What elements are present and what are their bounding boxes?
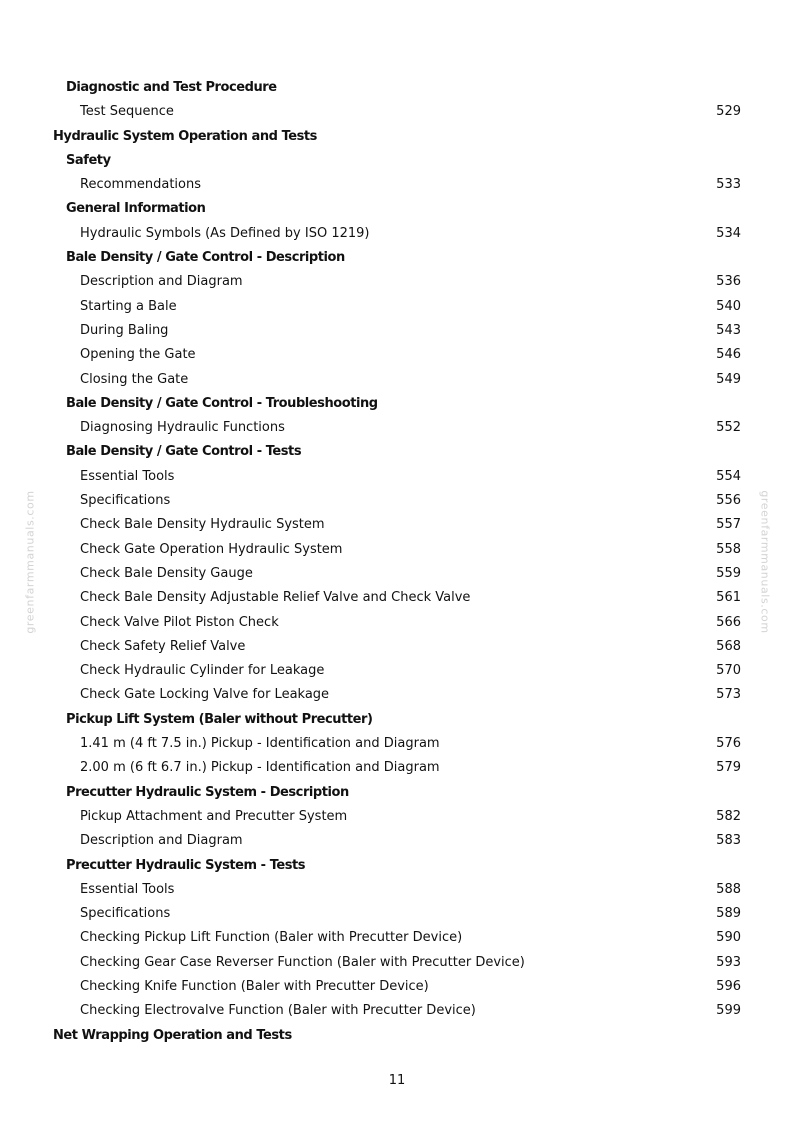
toc-entry-page-number: 566 <box>716 614 741 630</box>
toc-entry-page-number: 540 <box>716 298 741 314</box>
toc-entry-title: Precutter Hydraulic System - Description <box>66 784 349 800</box>
toc-entry-page-number: 554 <box>716 468 741 484</box>
toc-entry-title: Checking Gear Case Reverser Function (Baler with Precutter Device) <box>80 954 525 970</box>
toc-entry-title: During Baling <box>80 322 169 338</box>
toc-entry[interactable] <box>0 611 794 635</box>
toc-entry[interactable] <box>0 586 794 610</box>
toc-heading <box>0 197 794 221</box>
toc-entry-title: Diagnosing Hydraulic Functions <box>80 420 285 436</box>
toc-entry-title: Bale Density / Gate Control - Troubleshooting <box>66 395 378 411</box>
toc-entry[interactable] <box>0 878 794 902</box>
toc-entry[interactable] <box>0 173 794 197</box>
toc-entry-title: Specifications <box>80 906 171 922</box>
toc-entry-page-number: 596 <box>716 978 741 994</box>
toc-entry-page-number: 589 <box>716 906 741 922</box>
toc-entry-title: Bale Density / Gate Control - Description <box>66 250 345 266</box>
toc-entry-page-number: 561 <box>716 590 741 606</box>
toc-entry-title: Description and Diagram <box>80 833 243 849</box>
toc-entry-page-number: 536 <box>716 274 741 290</box>
page-number: 11 <box>388 1073 406 1088</box>
toc-entry-page-number: 552 <box>716 420 741 436</box>
toc-entry-page-number: 593 <box>716 954 741 970</box>
toc-entry-title: 1.41 m (4 ft 7.5 in.) Pickup - Identification and Diagram <box>80 736 440 752</box>
toc-entry-title: Test Sequence <box>80 104 174 120</box>
toc-entry[interactable] <box>0 538 794 562</box>
toc-entry[interactable] <box>0 683 794 707</box>
toc-entry[interactable] <box>0 926 794 950</box>
toc-entry-title: Closing the Gate <box>80 371 189 387</box>
toc-entry-title: Check Safety Relief Valve <box>80 638 246 654</box>
toc-heading <box>0 246 794 270</box>
toc-entry-page-number: 549 <box>716 371 741 387</box>
toc-entry[interactable] <box>0 562 794 586</box>
toc-heading <box>0 708 794 732</box>
toc-entry-title: Check Bale Density Adjustable Relief Valve and Check Valve <box>80 590 471 606</box>
toc-entry-page-number: 576 <box>716 736 741 752</box>
toc-heading <box>0 125 794 149</box>
toc-entry-page-number: 557 <box>716 517 741 533</box>
toc-entry-title: Check Gate Locking Valve for Leakage <box>80 687 330 703</box>
toc-entry-page-number: 558 <box>716 541 741 557</box>
toc-entry-title: Starting a Bale <box>80 298 177 314</box>
toc-heading <box>0 781 794 805</box>
toc-heading <box>0 76 794 100</box>
table-of-contents <box>0 76 794 1048</box>
toc-entry[interactable] <box>0 732 794 756</box>
toc-entry[interactable] <box>0 756 794 780</box>
toc-entry-title: Opening the Gate <box>80 347 196 363</box>
toc-entry[interactable] <box>0 319 794 343</box>
toc-entry-title: Checking Pickup Lift Function (Baler with Precutter Device) <box>80 930 463 946</box>
toc-entry[interactable] <box>0 465 794 489</box>
watermark-right: greenfarmmanuals.com <box>758 490 772 634</box>
toc-heading <box>0 440 794 464</box>
toc-entry-title: Specifications <box>80 493 171 509</box>
toc-entry-page-number: 579 <box>716 760 741 776</box>
toc-heading <box>0 1024 794 1048</box>
toc-entry[interactable] <box>0 222 794 246</box>
toc-entry-page-number: 546 <box>716 347 741 363</box>
toc-entry-page-number: 568 <box>716 638 741 654</box>
toc-entry[interactable] <box>0 270 794 294</box>
toc-entry-page-number: 588 <box>716 881 741 897</box>
toc-entry[interactable] <box>0 343 794 367</box>
toc-entry[interactable] <box>0 513 794 537</box>
toc-entry-page-number: 534 <box>716 225 741 241</box>
toc-entry-title: Check Valve Pilot Piston Check <box>80 614 279 630</box>
toc-entry-title: Check Bale Density Hydraulic System <box>80 517 325 533</box>
toc-entry-title: Essential Tools <box>80 881 175 897</box>
toc-entry[interactable] <box>0 829 794 853</box>
toc-entry-page-number: 559 <box>716 565 741 581</box>
toc-entry-title: Hydraulic System Operation and Tests <box>53 128 317 144</box>
toc-entry-title: Check Gate Operation Hydraulic System <box>80 541 343 557</box>
toc-entry-page-number: 556 <box>716 493 741 509</box>
toc-entry-page-number: 570 <box>716 663 741 679</box>
toc-entry-title: Essential Tools <box>80 468 175 484</box>
toc-entry-title: Checking Electrovalve Function (Baler with Precutter Device) <box>80 1003 476 1019</box>
toc-entry-page-number: 573 <box>716 687 741 703</box>
watermark-left: greenfarmmanuals.com <box>23 490 37 634</box>
toc-entry-title: Check Bale Density Gauge <box>80 565 253 581</box>
toc-entry-title: Net Wrapping Operation and Tests <box>53 1027 292 1043</box>
toc-entry[interactable] <box>0 416 794 440</box>
toc-entry[interactable] <box>0 805 794 829</box>
toc-entry[interactable] <box>0 368 794 392</box>
toc-entry-title: 2.00 m (6 ft 6.7 in.) Pickup - Identification and Diagram <box>80 760 440 776</box>
toc-entry-title: Pickup Attachment and Precutter System <box>80 808 348 824</box>
toc-entry[interactable] <box>0 975 794 999</box>
toc-entry-title: Checking Knife Function (Baler with Precutter Device) <box>80 978 429 994</box>
toc-entry-title: Check Hydraulic Cylinder for Leakage <box>80 663 325 679</box>
toc-entry-page-number: 529 <box>716 104 741 120</box>
toc-entry[interactable] <box>0 999 794 1023</box>
toc-entry[interactable] <box>0 951 794 975</box>
toc-entry-page-number: 582 <box>716 808 741 824</box>
toc-entry[interactable] <box>0 489 794 513</box>
toc-entry-title: Recommendations <box>80 177 202 193</box>
toc-entry-page-number: 583 <box>716 833 741 849</box>
toc-entry-page-number: 543 <box>716 322 741 338</box>
toc-entry-title: Safety <box>66 152 111 168</box>
toc-entry-title: Precutter Hydraulic System - Tests <box>66 857 306 873</box>
toc-entry[interactable] <box>0 902 794 926</box>
toc-entry[interactable] <box>0 100 794 124</box>
toc-entry[interactable] <box>0 659 794 683</box>
toc-heading <box>0 854 794 878</box>
toc-entry-title: Hydraulic Symbols (As Defined by ISO 1219) <box>80 225 370 241</box>
toc-entry[interactable] <box>0 295 794 319</box>
toc-entry-title: Bale Density / Gate Control - Tests <box>66 444 302 460</box>
toc-entry-title: General Information <box>66 201 206 217</box>
toc-entry[interactable] <box>0 635 794 659</box>
toc-entry-title: Description and Diagram <box>80 274 243 290</box>
toc-heading <box>0 149 794 173</box>
toc-heading <box>0 392 794 416</box>
toc-entry-title: Diagnostic and Test Procedure <box>66 80 277 95</box>
toc-entry-page-number: 590 <box>716 930 741 946</box>
toc-entry-page-number: 599 <box>716 1003 741 1019</box>
toc-entry-title: Pickup Lift System (Baler without Precutter) <box>66 711 373 727</box>
toc-entry-page-number: 533 <box>716 177 741 193</box>
